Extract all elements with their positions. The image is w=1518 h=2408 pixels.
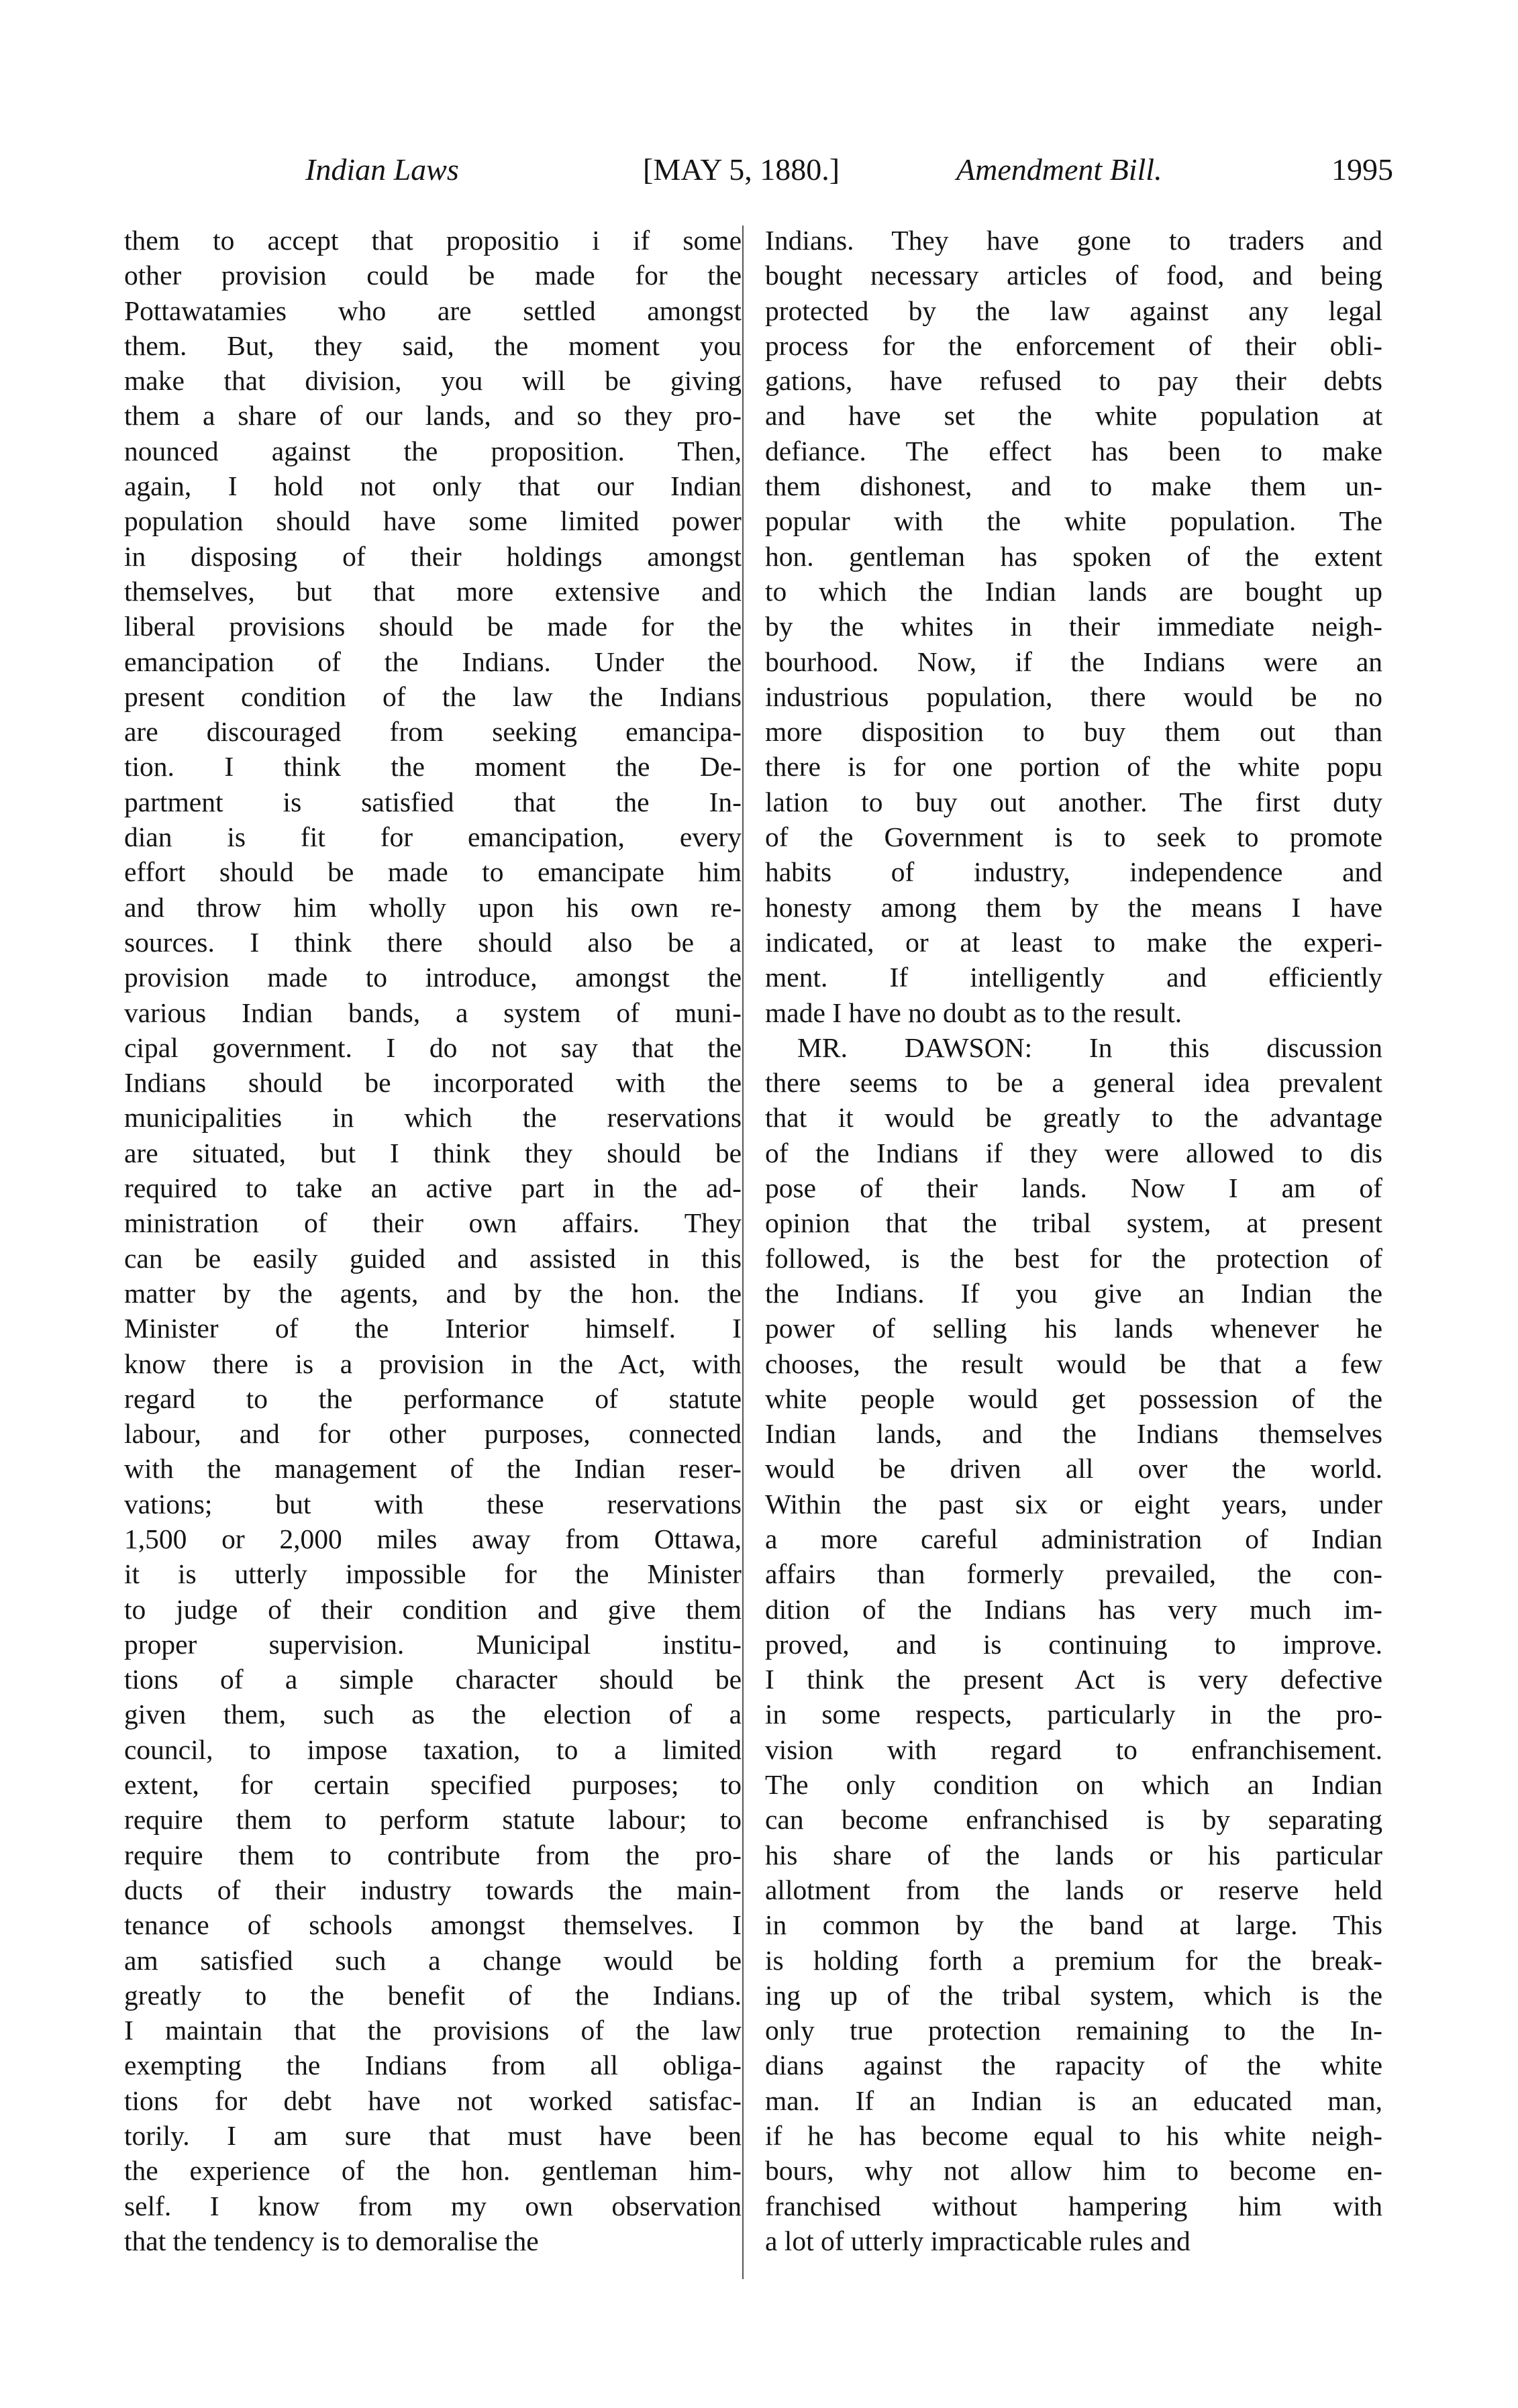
text-line: self. I know from my own observation [124, 2190, 742, 2221]
text-line: various Indian bands, a system of muni- [124, 997, 742, 1028]
text-line: there is for one portion of the white popu [765, 751, 1382, 783]
text-line: industrious population, there would be no [765, 681, 1382, 712]
text-line: there seems to be a general idea prevalent [765, 1067, 1382, 1099]
text-line: tion. I think the moment the De- [124, 751, 742, 783]
text-line: a lot of utterly impracticable rules and [765, 2225, 1191, 2256]
text-line: dition of the Indians has very much im- [765, 1593, 1382, 1625]
text-line: council, to impose taxation, to a limited [124, 1734, 742, 1765]
text-line: opinion that the tribal system, at present [765, 1207, 1382, 1239]
text-line: other provision could be made for the [124, 260, 742, 291]
text-line: tions of a simple character should be [124, 1664, 742, 1695]
page-number: 1995 [1331, 152, 1393, 187]
text-line: in some respects, particularly in the pro- [765, 1699, 1382, 1730]
header-title-left: Indian Laws [305, 152, 459, 187]
text-line: matter by the agents, and by the hon. the [124, 1277, 742, 1309]
header-date: [MAY 5, 1880.] [643, 152, 840, 187]
text-line: defiance. The effect has been to make [765, 435, 1382, 466]
text-line: vations; but with these reservations [124, 1488, 742, 1519]
text-line: more disposition to buy them out than [765, 716, 1382, 748]
text-line: the Indians. If you give an Indian the [765, 1277, 1382, 1309]
text-line: Indians should be incorporated with the [124, 1067, 742, 1099]
text-line: bourhood. Now, if the Indians were an [765, 646, 1382, 677]
text-line: know there is a provision in the Act, with [124, 1348, 742, 1379]
text-line: vision with regard to enfranchisement. [765, 1734, 1382, 1765]
text-line: population should have some limited power [124, 505, 742, 537]
text-line: bought necessary articles of food, and being [765, 260, 1382, 291]
text-line: them to accept that propositio i if some [124, 225, 742, 256]
text-line: 1,500 or 2,000 miles away from Ottawa, [124, 1523, 742, 1554]
text-line: given them, such as the election of a [124, 1699, 742, 1730]
text-line: would be driven all over the world. [765, 1453, 1382, 1485]
text-line: Indian lands, and the Indians themselves [765, 1418, 1382, 1450]
text-line: it is utterly impossible for the Minister [124, 1558, 742, 1590]
text-line: Pottawatamies who are settled amongst [124, 295, 742, 326]
text-line: sources. I think there should also be a [124, 926, 742, 958]
text-line: tions for debt have not worked satisfac- [124, 2085, 742, 2116]
text-line: can be easily guided and assisted in this [124, 1242, 742, 1274]
text-line: present condition of the law the Indians [124, 681, 742, 712]
text-line: affairs than formerly prevailed, the con- [765, 1558, 1382, 1590]
text-line: are discouraged from seeking emancipa- [124, 716, 742, 748]
text-line: am satisfied such a change would be [124, 1944, 742, 1976]
text-line: lation to buy out another. The first duty [765, 786, 1382, 817]
right-column-paragraph-2 [765, 1065, 1382, 2258]
text-line: regard to the performance of statute [124, 1383, 742, 1414]
header-title-right: Amendment Bill. [956, 152, 1162, 187]
text-line: proper supervision. Municipal institu- [124, 1628, 742, 1660]
text-line: and have set the white population at [765, 400, 1382, 432]
text-line: require them to perform statute labour; to [124, 1804, 742, 1836]
text-line: is holding forth a premium for the break- [765, 1944, 1382, 1976]
text-line: protected by the law against any legal [765, 295, 1382, 326]
text-line: followed, is the best for the protection of [765, 1242, 1382, 1274]
text-line: popular with the white population. The [765, 505, 1382, 537]
text-line: Minister of the Interior himself. I [124, 1313, 742, 1344]
text-line: partment is satisfied that the In- [124, 786, 742, 817]
text-line: of the Indians if they were allowed to dis [765, 1137, 1382, 1168]
right-column [765, 223, 1382, 2258]
text-line: if he has become equal to his white neigh- [765, 2120, 1382, 2152]
text-line: ment. If intelligently and efficiently [765, 962, 1382, 993]
right-column-paragraph-1 [765, 223, 1382, 1030]
text-line: I think the present Act is very defective [765, 1664, 1382, 1695]
text-line: effort should be made to emancipate him [124, 856, 742, 888]
speaker-line [765, 1030, 1382, 1065]
text-line: pose of their lands. Now I am of [765, 1172, 1382, 1204]
text-line: to which the Indian lands are bought up [765, 575, 1382, 607]
text-line: make that division, you will be giving [124, 365, 742, 397]
text-line: to judge of their condition and give them [124, 1593, 742, 1625]
text-line: require them to contribute from the pro- [124, 1839, 742, 1870]
text-line: white people would get possession of the [765, 1383, 1382, 1414]
text-line: greatly to the benefit of the Indians. [124, 1979, 742, 2011]
text-line: chooses, the result would be that a few [765, 1348, 1382, 1379]
text-line: of the Government is to seek to promote [765, 821, 1382, 853]
text-line: only true protection remaining to the In- [765, 2015, 1382, 2046]
text-line: the experience of the hon. gentleman him- [124, 2155, 742, 2187]
text-line: honesty among them by the means I have [765, 891, 1382, 923]
text-line: them. But, they said, the moment you [124, 330, 742, 361]
text-line: process for the enforcement of their obli- [765, 330, 1382, 361]
text-line: and throw him wholly upon his own re- [124, 891, 742, 923]
text-line: by the whites in their immediate neigh- [765, 611, 1382, 642]
text-line: power of selling his lands whenever he [765, 1313, 1382, 1344]
text-line: emancipation of the Indians. Under the [124, 646, 742, 677]
text-line: indicated, or at least to make the experi- [765, 926, 1382, 958]
text-line: franchised without hampering him with [765, 2190, 1382, 2221]
text-line: labour, and for other purposes, connected [124, 1418, 742, 1450]
text-line: ing up of the tribal system, which is the [765, 1979, 1382, 2011]
text-line: I maintain that the provisions of the law [124, 2015, 742, 2046]
text-line: allotment from the lands or reserve held [765, 1874, 1382, 1905]
text-line: provision made to introduce, amongst the [124, 962, 742, 993]
text-line: in common by the band at large. This [765, 1909, 1382, 1941]
text-line: tenance of schools amongst themselves. I [124, 1909, 742, 1941]
text-line: The only condition on which an Indian [765, 1769, 1382, 1801]
text-line: required to take an active part in the ad- [124, 1172, 742, 1204]
text-line: can become enfranchised is by separating [765, 1804, 1382, 1836]
speaker-line-text: : In this discussion [1024, 1032, 1382, 1063]
text-line: that the tendency is to demoralise the [124, 2225, 539, 2256]
text-line: bours, why not allow him to become en- [765, 2155, 1382, 2187]
text-line: dian is fit for emancipation, every [124, 821, 742, 853]
text-line: ministration of their own affairs. They [124, 1207, 742, 1239]
text-line: them a share of our lands, and so they pro- [124, 400, 742, 432]
speaker-name: MR. DAWSON [797, 1032, 1025, 1063]
text-line: them dishonest, and to make them un- [765, 470, 1382, 502]
text-line: municipalities in which the reservations [124, 1102, 742, 1134]
text-line: in disposing of their holdings amongst [124, 540, 742, 572]
text-line: hon. gentleman has spoken of the extent [765, 540, 1382, 572]
text-line: extent, for certain specified purposes; to [124, 1769, 742, 1801]
text-line: Within the past six or eight years, under [765, 1488, 1382, 1519]
text-line: gations, have refused to pay their debts [765, 365, 1382, 397]
column-divider [742, 225, 744, 2279]
text-line: proved, and is continuing to improve. [765, 1628, 1382, 1660]
text-line: a more careful administration of Indian [765, 1523, 1382, 1554]
text-line: themselves, but that more extensive and [124, 575, 742, 607]
text-line: are situated, but I think they should be [124, 1137, 742, 1168]
text-line: exempting the Indians from all obliga- [124, 2050, 742, 2081]
text-line: nounced against the proposition. Then, [124, 435, 742, 466]
text-line: liberal provisions should be made for the [124, 611, 742, 642]
text-line: dians against the rapacity of the white [765, 2050, 1382, 2081]
text-line: ducts of their industry towards the main- [124, 1874, 742, 1905]
text-line: habits of industry, independence and [765, 856, 1382, 888]
text-line: Indians. They have gone to traders and [765, 225, 1382, 256]
text-line: man. If an Indian is an educated man, [765, 2085, 1382, 2116]
running-header [0, 152, 1518, 205]
text-line: cipal government. I do not say that the [124, 1032, 742, 1063]
text-line: torily. I am sure that must have been [124, 2120, 742, 2152]
text-line: made I have no doubt as to the result. [765, 997, 1182, 1028]
left-column [124, 223, 742, 2258]
text-line: his share of the lands or his particular [765, 1839, 1382, 1870]
text-line: again, I hold not only that our Indian [124, 470, 742, 502]
text-line: that it would be greatly to the advantage [765, 1102, 1382, 1134]
text-line: with the management of the Indian reser- [124, 1453, 742, 1485]
